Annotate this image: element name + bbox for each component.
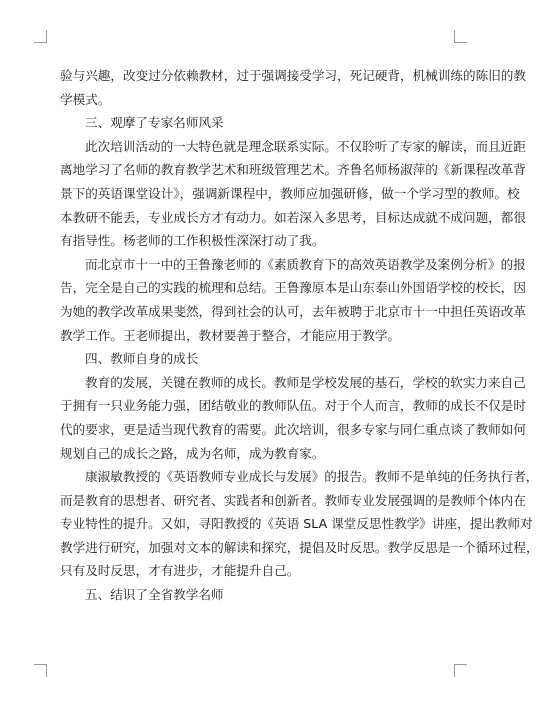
text-line: 只有及时反思，才有进步，才能提升自己。 xyxy=(60,563,300,579)
text-line: 离地学习了名师的教育教学艺术和班级管理艺术。齐鲁名师杨淑萍的《新课程改革背 xyxy=(60,162,526,178)
text-line: 学模式。 xyxy=(60,91,111,107)
text-line: 景下的英语课堂设计》，强调新课程中，教师应加强研修，做一个学习型的教师。校 xyxy=(60,185,520,201)
text-line: 于拥有一只业务能力强，团结敬业的教师队伍。对于个人而言，教师的成长不仅是时 xyxy=(60,398,526,414)
text-line: 有指导性。杨老师的工作积极性深深打动了我。 xyxy=(60,233,325,249)
crop-mark-bottom-left xyxy=(34,664,47,677)
text-line: 康淑敏教授的《英语教师专业成长与发展》的报告。教师不是单纯的任务执行者， xyxy=(85,469,539,485)
text-line: 告，完全是自己的实践的梳理和总结。王鲁豫原本是山东泰山外国语学校的校长，因 xyxy=(60,280,526,296)
text-line: 规划自己的成长之路，成为名师，成为教育家。 xyxy=(60,445,325,461)
text-line: 此次培训活动的一大特色就是理念联系实际。不仅聆听了专家的解读，而且近距 xyxy=(85,138,526,154)
section-heading: 三、观摩了专家名师风采 xyxy=(85,115,224,131)
section-heading: 四、教师自身的成长 xyxy=(85,351,199,367)
text-line: 教学进行研究，加强对文本的解读和探究，提倡及时反思。教学反思是一个循环过程， xyxy=(60,539,539,555)
document-body xyxy=(60,64,539,607)
text-line: 而北京市十一中的王鲁豫老师的《素质教育下的高效英语教学及案例分析》的报 xyxy=(85,256,526,272)
text-line: 代的要求，更是适当现代教育的需要。此次培训，很多专家与同仁重点谈了教师如何 xyxy=(60,421,526,437)
text-line: 专业特性的提升。又如，寻阳教授的《英语 SLA 课堂反思性教学》讲座，提出教师对 xyxy=(60,516,533,532)
text-line: 教育的发展，关键在教师的成长。教师是学校发展的基石，学校的软实力来自己 xyxy=(85,374,526,390)
text-line: 验与兴趣，改变过分依赖教材，过于强调接受学习，死记硬背，机械训练的陈旧的教 xyxy=(60,68,526,83)
crop-mark-top-right xyxy=(454,30,467,43)
text-line: 而是教育的思想者、研究者、实践者和创新者。教师专业发展强调的是教师个体内在 xyxy=(60,492,526,508)
section-heading: 五、结识了全省教学名师 xyxy=(85,587,224,603)
crop-mark-bottom-right xyxy=(454,664,467,677)
crop-mark-top-left xyxy=(34,30,47,43)
text-line: 教学工作。王老师提出，教材要善于整合，才能应用于教学。 xyxy=(60,327,401,343)
text-line: 为她的教学改革成果斐然，得到社会的认可，去年被聘于北京市十一中担任英语改革 xyxy=(60,303,526,319)
text-line: 本教研不能丢，专业成长方才有动力。如若深入多思考，目标达成就不成问题，都很 xyxy=(60,209,526,225)
